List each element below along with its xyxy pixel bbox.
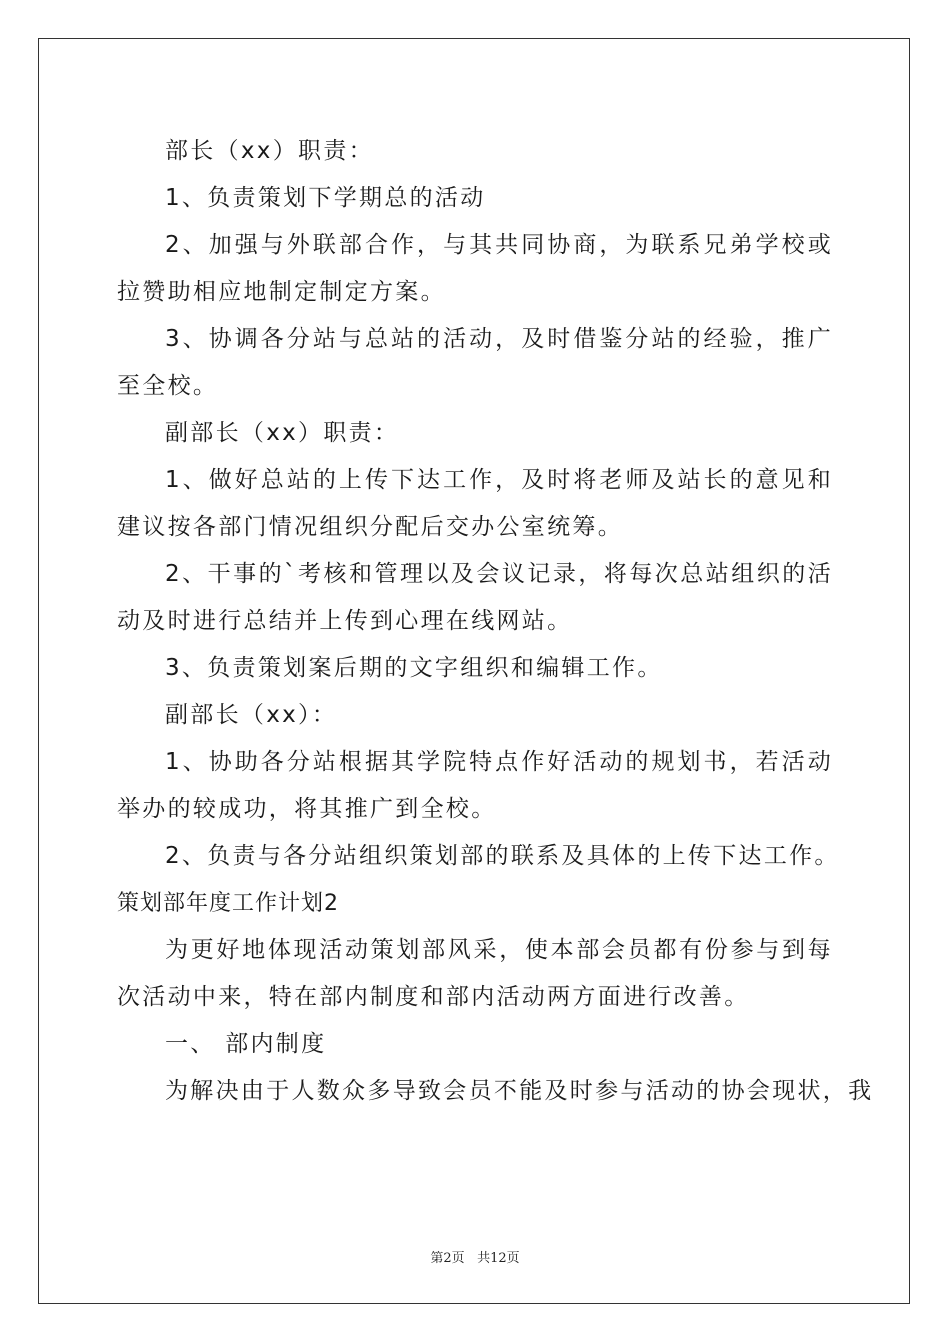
paragraph: 2、干事的`考核和管理以及会议记录，将每次总站组织的活动及时进行总结并上传到心理在线网站。 [117,561,833,634]
paragraph: 3、负责策划案后期的文字组织和编辑工作。 [165,655,663,681]
document-body [117,128,874,1115]
heading-minister-duties: 部长（xx）职责： [165,138,374,164]
page-footer [0,1247,950,1266]
subheading-internal-rules: 一、 部内制度 [165,1031,327,1057]
paragraph: 1、负责策划下学期总的活动 [165,185,486,211]
paragraph: 为更好地体现活动策划部风采，使本部会员都有份参与到每次活动中来，特在部内制度和部内活动两方面进行改善。 [117,937,833,1010]
paragraph: 1、做好总站的上传下达工作，及时将老师及站长的意见和建议按各部门情况组织分配后交办公室统筹。 [117,467,833,540]
paragraph: 为解决由于人数众多导致会员不能及时参与活动的协会现状，我 [165,1078,874,1104]
page-number: 第2页 [430,1251,465,1266]
heading-vice-minister-duties: 副部长（xx）职责： [165,420,400,446]
page-total: 共12页 [477,1251,520,1266]
paragraph: 2、加强与外联部合作，与其共同协商，为联系兄弟学校或拉赞助相应地制定制定方案。 [117,232,833,305]
paragraph: 2、负责与各分站组织策划部的联系及具体的上传下达工作。 [165,843,840,869]
paragraph: 1、协助各分站根据其学院特点作好活动的规划书，若活动举办的较成功，将其推广到全校。 [117,749,833,822]
section-title: 策划部年度工作计划2 [117,891,339,916]
paragraph: 3、协调各分站与总站的活动，及时借鉴分站的经验，推广至全校。 [117,326,833,399]
heading-vice-minister: 副部长（xx）： [165,702,338,728]
